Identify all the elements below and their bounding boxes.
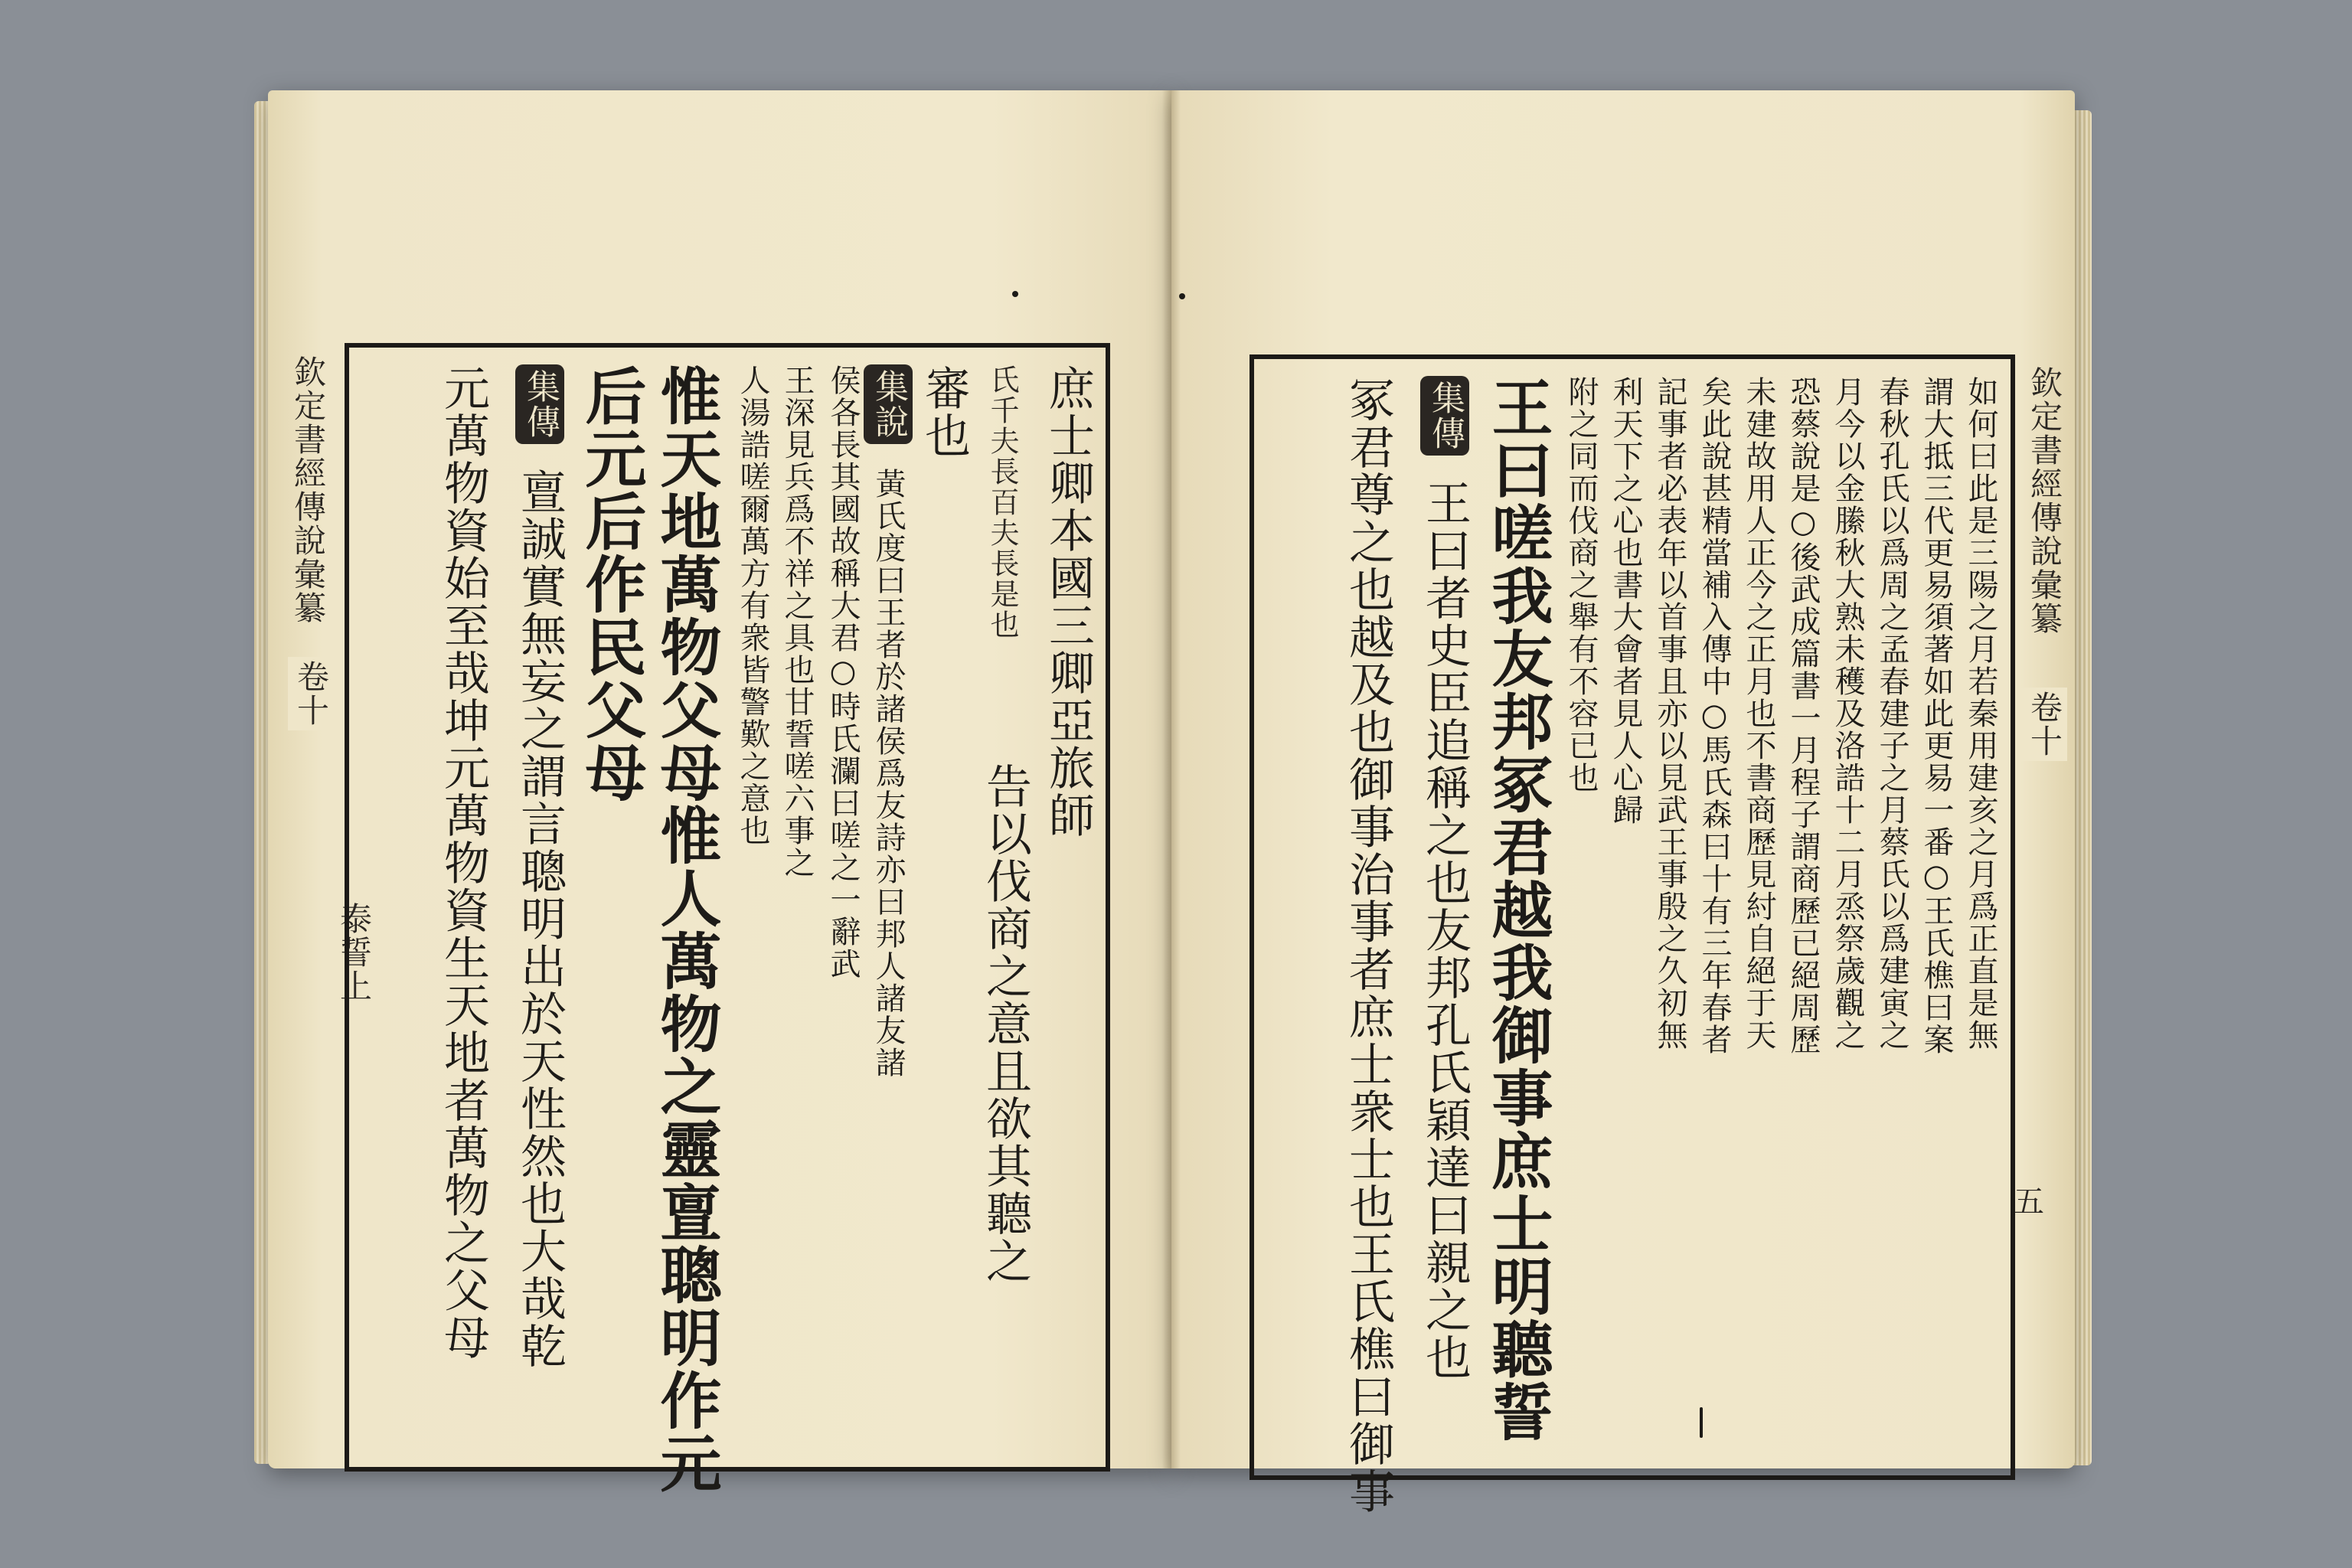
sub-note: 氏千夫長百夫長是也	[985, 364, 1019, 640]
text-column-main: 后元后作民父母	[575, 364, 647, 804]
text-column: 王深見兵爲不祥之具也甘誓嗟六事之	[779, 364, 815, 879]
text-column-split	[974, 364, 1035, 1450]
right-page	[1171, 90, 2075, 1515]
jishuo-tag: 集說	[864, 364, 913, 444]
right-margin-volume: 卷十	[2021, 688, 2067, 761]
text-column: 月今以金縢秋大熟未穫及洛誥十二月烝祭歲觀之	[1830, 376, 1865, 1051]
ink-dot	[1012, 291, 1018, 297]
text-column: 侯各長其國故稱大君○時氏瀾曰嗟之一辭武	[825, 364, 861, 980]
text-column: 附之同而伐商之舉有不容已也	[1563, 376, 1599, 794]
ink-mark	[1700, 1407, 1703, 1438]
text-column: 元萬物資始至哉坤元萬物資生天地者萬物之父母	[436, 364, 490, 1361]
note-text: 亶誠實無妄之謂言聰明出於天性然也大哉乾	[513, 468, 567, 1370]
left-page	[268, 90, 1171, 1494]
main-text: 告以伐商之意且欲其聽之	[978, 763, 1032, 1285]
left-margin-title: 欽定書經傳說彙纂	[289, 355, 327, 625]
note-text: 黃氏度曰王者於諸侯爲友詩亦曰邦人諸友諸	[871, 468, 906, 1079]
note-text: 王曰者史臣追稱之也友邦孔氏穎達曰親之也	[1418, 479, 1472, 1381]
book-gutter	[1162, 90, 1181, 1468]
jizhuan-tag: 集傳	[1420, 376, 1469, 456]
text-column: 矣此說甚精當補入傳中○馬氏森曰十有三年春者	[1697, 376, 1732, 1056]
text-column: 未建故用人正今之正月也不書商歷見紂自絕于天	[1741, 376, 1776, 1051]
left-margin-volume: 卷十	[288, 657, 334, 730]
folio-number: 五	[2014, 1184, 2044, 1220]
text-column: 恐蔡說是○後武成篇書一月程子謂商歷已絕周歷	[1785, 376, 1821, 1056]
text-column: 如何曰此是三陽之月若秦用建亥之月爲正直是無	[1963, 376, 1998, 1051]
text-column: 利天下之心也書大會者見人心歸	[1608, 376, 1643, 826]
text-column: 庶士卿本國三卿亞旅師	[1041, 364, 1095, 839]
left-text-frame	[345, 343, 1110, 1494]
left-margin-section: 泰誓上	[335, 902, 373, 1003]
right-margin-title: 欽定書經傳說彙纂	[2026, 366, 2063, 635]
text-column-note	[510, 364, 570, 1450]
jizhuan-tag: 集傳	[515, 364, 564, 444]
text-column: 記事者必表年以首事且亦以見武王事殷之久初無	[1652, 376, 1687, 1051]
text-column: 人湯誥嗟爾萬方有衆皆警歎之意也	[735, 364, 770, 847]
text-column-note	[1415, 376, 1475, 1459]
right-text-frame	[1250, 354, 2015, 1515]
text-column-main: 惟天地萬物父母惟人萬物之靈亶聰明作元	[650, 364, 722, 1494]
text-column: 謂大抵三代更易須著如此更易一番○王氏樵曰案	[1919, 376, 1954, 1056]
text-column: 審也	[917, 364, 971, 459]
text-column: 冢君尊之也越及也御事治事者庶士衆士也王氏樵曰御事	[1341, 376, 1395, 1515]
open-book	[268, 90, 2075, 1515]
text-column-main: 王曰嗟我友邦冢君越我御事庶士明聽誓	[1481, 376, 1553, 1443]
text-column-note	[864, 364, 913, 1450]
text-column: 春秋孔氏以爲周之孟春建子之月蔡氏以爲建寅之	[1874, 376, 1909, 1051]
